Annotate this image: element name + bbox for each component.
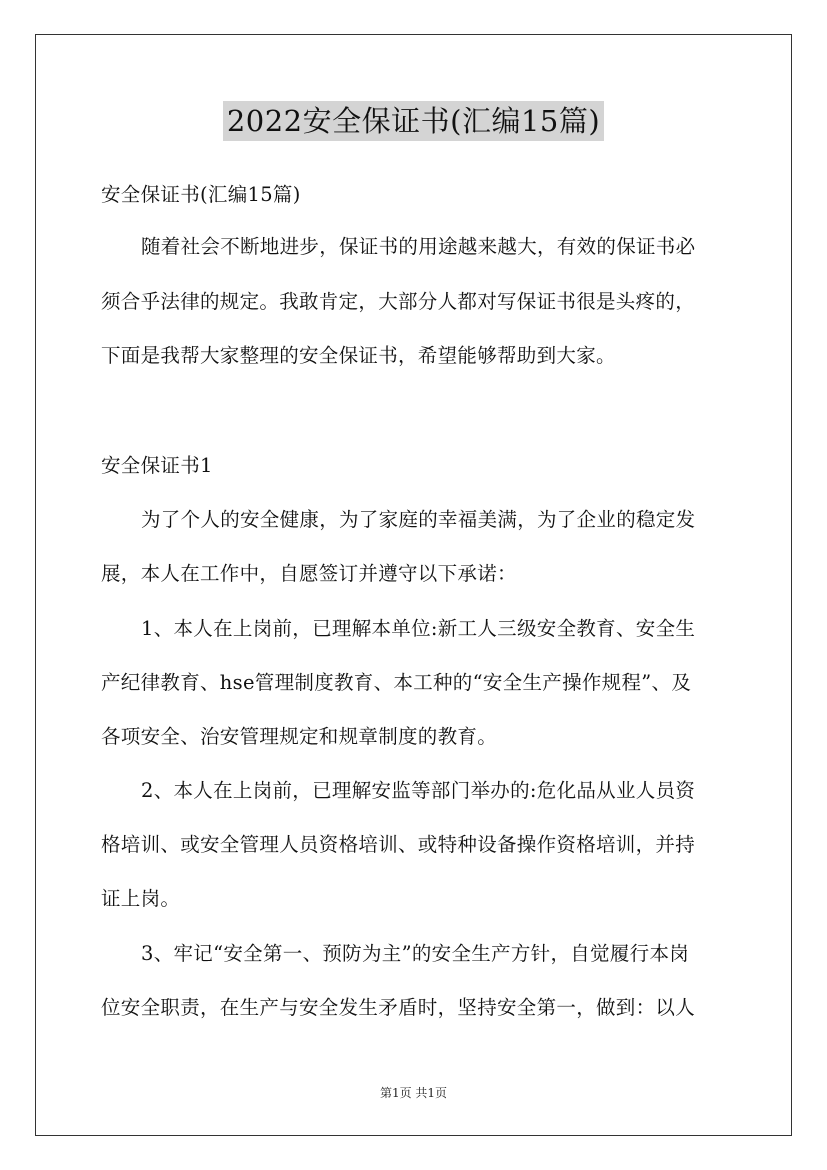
intro-line: 随着社会不断地进步，保证书的用途越来越大，有效的保证书必: [141, 235, 696, 258]
intro-line: 下面是我帮大家整理的安全保证书，希望能够帮助到大家。: [101, 344, 616, 367]
item-line: 位安全职责，在生产与安全发生矛盾时，坚持安全第一，做到：以人: [101, 996, 696, 1019]
section-heading: 安全保证书1: [101, 454, 213, 477]
paragraph-line: 为了个人的安全健康，为了家庭的幸福美满，为了企业的稳定发: [141, 508, 696, 531]
item-line: 格培训、或安全管理人员资格培训、或特种设备操作资格培训，并持: [101, 833, 696, 856]
item-line: 2、本人在上岗前，已理解安监等部门举办的:危化品从业人员资: [141, 779, 696, 802]
item-line: 证上岗。: [101, 887, 181, 910]
item-line: 1、本人在上岗前，已理解本单位:新工人三级安全教育、安全生: [141, 617, 696, 640]
page-footer: 第1页 共1页: [379, 1086, 448, 1100]
item-line: 各项安全、治安管理规定和规章制度的教育。: [101, 725, 498, 748]
item-line: 3、牢记“安全第一、预防为主”的安全生产方针，自觉履行本岗: [141, 942, 690, 965]
intro-line: 须合乎法律的规定。我敢肯定，大部分人都对写保证书很是头疼的，: [101, 290, 696, 313]
title-container: [0, 101, 827, 141]
document-subtitle: 安全保证书(汇编15篇): [101, 183, 301, 206]
item-line: 产纪律教育、hse管理制度教育、本工种的“安全生产操作规程”、及: [101, 671, 692, 694]
document-title: 2022安全保证书(汇编15篇): [223, 101, 604, 141]
paragraph-line: 展，本人在工作中，自愿签订并遵守以下承诺：: [101, 562, 517, 585]
